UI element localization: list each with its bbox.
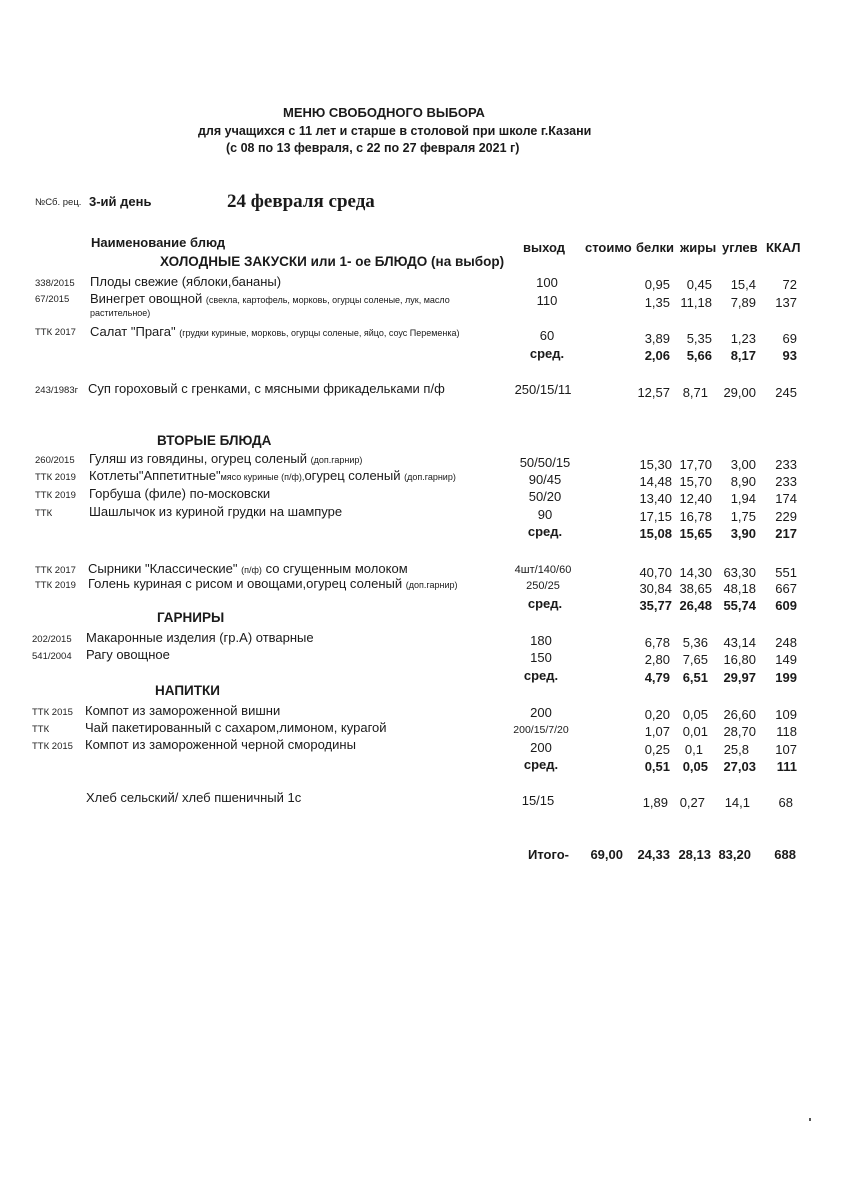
dish-output: 200/15/7/20 — [513, 724, 569, 736]
kcal-value: 551 — [775, 565, 797, 580]
protein-value: 12,57 — [637, 385, 670, 400]
col-name: Наименование блюд — [91, 235, 226, 250]
recipe-code: ТТК 2017 — [35, 327, 76, 338]
menu-title: МЕНЮ СВОБОДНОГО ВЫБОРА — [283, 105, 485, 120]
recipe-code: ТТК — [35, 508, 53, 519]
dish-output: 60 — [539, 328, 555, 343]
dish-name: Шашлычок из куриной грудки на шампуре — [89, 504, 343, 519]
avg-carbs: 27,03 — [723, 759, 756, 774]
kcal-value: 107 — [775, 742, 797, 757]
fat-value: 0,1 — [684, 742, 703, 757]
dish-output: 180 — [530, 633, 552, 648]
col-fat: жиры — [680, 240, 717, 255]
protein-value: 3,89 — [644, 331, 670, 346]
avg-fat: 15,65 — [679, 526, 712, 541]
fat-value: 12,40 — [679, 491, 712, 506]
kcal-value: 137 — [775, 295, 797, 310]
dish-name: Компот из замороженной черной смородины — [85, 737, 356, 752]
avg-fat: 5,66 — [686, 348, 712, 363]
total-cost: 69,00 — [590, 847, 623, 862]
dish-output: 50/50/15 — [519, 455, 571, 470]
dish-output: 200 — [530, 705, 552, 720]
avg-label: сред. — [523, 757, 559, 772]
recipe-code: 541/2004 — [32, 651, 72, 662]
section-drinks-title: НАПИТКИ — [155, 683, 220, 698]
fat-value: 0,45 — [686, 277, 712, 292]
avg-carbs: 55,74 — [723, 598, 756, 613]
fat-value: 5,35 — [686, 331, 712, 346]
kcal-value: 667 — [775, 581, 797, 596]
dish-name: Суп гороховый с гренками, с мясными фрикадельками п/ф — [88, 381, 445, 396]
protein-value: 1,35 — [644, 295, 670, 310]
carbs-value: 7,89 — [730, 295, 756, 310]
dish-name: Хлеб сельский/ хлеб пшеничный 1с — [86, 790, 302, 805]
carbs-value: 3,00 — [730, 457, 756, 472]
fat-value: 8,71 — [682, 385, 708, 400]
fat-value: 11,18 — [680, 295, 712, 310]
kcal-value: 69 — [782, 331, 797, 346]
col-kcal: ККАЛ — [766, 240, 801, 255]
kcal-value: 68 — [778, 795, 793, 810]
menu-subtitle: для учащихся с 11 лет и старше в столовой при школе г.Казани — [198, 124, 592, 138]
avg-protein: 35,77 — [639, 598, 672, 613]
total-kcal: 688 — [774, 847, 796, 862]
carbs-value: 43,14 — [723, 635, 756, 650]
kcal-value: 245 — [775, 385, 797, 400]
protein-value: 30,84 — [639, 581, 672, 596]
total-carbs: 83,20 — [718, 847, 751, 862]
carbs-value: 63,30 — [723, 565, 756, 580]
dish-name: Чай пакетированный с сахаром,лимоном, курагой — [85, 720, 387, 735]
protein-value: 17,15 — [639, 509, 672, 524]
carbs-value: 29,00 — [723, 385, 756, 400]
recipe-code: 67/2015 — [35, 294, 70, 305]
total-protein: 24,33 — [637, 847, 670, 862]
carbs-value: 1,23 — [730, 331, 756, 346]
kcal-value: 233 — [775, 474, 797, 489]
carbs-value: 14,1 — [724, 795, 750, 810]
fat-value: 0,05 — [682, 707, 708, 722]
avg-protein: 2,06 — [644, 348, 670, 363]
dish-name: Рагу овощное — [86, 647, 170, 662]
avg-kcal: 609 — [775, 598, 797, 613]
kcal-value: 118 — [776, 724, 797, 739]
kcal-value: 233 — [775, 457, 797, 472]
avg-fat: 0,05 — [682, 759, 708, 774]
kcal-value: 72 — [782, 277, 797, 292]
menu-date: 24 февраля среда — [227, 191, 375, 212]
dish-name: Винегрет овощной (свекла, картофель, морковь, огурцы соленые, лук, масло — [90, 291, 450, 306]
carbs-value: 26,60 — [723, 707, 756, 722]
avg-fat: 26,48 — [679, 598, 712, 613]
recipe-code: 243/1983г — [35, 385, 79, 396]
dish-output: 150 — [530, 650, 552, 665]
dish-name: Голень куриная с рисом и овощами,огурец соленый (доп.гарнир) — [88, 576, 458, 591]
section-second-title: ВТОРЫЕ БЛЮДА — [157, 433, 272, 448]
fat-value: 15,70 — [679, 474, 712, 489]
avg-carbs: 3,90 — [730, 526, 756, 541]
dish-output: 50/20 — [528, 489, 562, 504]
fat-value: 0,27 — [679, 795, 705, 810]
col-output: выход — [523, 240, 566, 255]
avg-carbs: 29,97 — [723, 670, 756, 685]
day-label: 3-ий день — [89, 194, 152, 209]
dish-output: 110 — [536, 293, 558, 308]
dish-name: Плоды свежие (яблоки,бананы) — [90, 274, 282, 289]
dish-output: 15/15 — [521, 793, 555, 808]
avg-protein: 15,08 — [639, 526, 672, 541]
protein-value: 0,95 — [644, 277, 670, 292]
col-cost: стоимо — [585, 240, 632, 255]
recipe-code: ТТК 2019 — [35, 580, 76, 591]
avg-protein: 4,79 — [644, 670, 670, 685]
dish-name: Салат "Прага" (грудки куриные, морковь, огурцы соленые, яйцо, соус Переменка) — [90, 324, 460, 339]
avg-kcal: 217 — [775, 526, 797, 541]
dish-name: Сырники "Классические" (п/ф) со сгущенным молоком — [88, 561, 408, 576]
fat-value: 14,30 — [679, 565, 712, 580]
section-cold-title: ХОЛОДНЫЕ ЗАКУСКИ или 1- ое БЛЮДО (на выбор) — [160, 254, 505, 269]
protein-value: 2,80 — [644, 652, 670, 667]
recipe-code: ТТК 2015 — [32, 707, 73, 718]
section-garnish-title: ГАРНИРЫ — [157, 610, 225, 625]
dish-output: 100 — [536, 275, 558, 290]
scan-dot — [809, 1118, 811, 1121]
carbs-value: 28,70 — [723, 724, 756, 739]
avg-kcal: 199 — [775, 670, 797, 685]
recipe-code: ТТК 2017 — [35, 565, 76, 576]
kcal-value: 248 — [775, 635, 797, 650]
kcal-value: 149 — [775, 652, 797, 667]
dish-note: растительное) — [90, 308, 151, 318]
protein-value: 15,30 — [639, 457, 672, 472]
protein-value: 1,89 — [642, 795, 668, 810]
carbs-value: 15,4 — [730, 277, 756, 292]
fat-value: 0,01 — [682, 724, 708, 739]
kcal-value: 229 — [775, 509, 797, 524]
recipe-code: 202/2015 — [32, 634, 72, 645]
carbs-value: 8,90 — [730, 474, 756, 489]
dish-name: Макаронные изделия (гр.А) отварные — [86, 630, 314, 645]
kcal-value: 109 — [775, 707, 797, 722]
recipe-code: ТТК — [32, 724, 50, 735]
total-fat: 28,13 — [678, 847, 711, 862]
dish-output: 90/45 — [528, 472, 562, 487]
kcal-value: 174 — [775, 491, 797, 506]
carbs-value: 48,18 — [723, 581, 756, 596]
col-protein: белки — [636, 240, 675, 255]
avg-kcal: 93 — [782, 348, 797, 363]
recipe-code: 338/2015 — [35, 278, 75, 289]
recipe-label: №Сб. рец. — [35, 197, 82, 208]
fat-value: 5,36 — [682, 635, 708, 650]
carbs-value: 25,8 — [723, 742, 749, 757]
carbs-value: 1,75 — [730, 509, 756, 524]
protein-value: 14,48 — [639, 474, 672, 489]
recipe-code: ТТК 2019 — [35, 490, 76, 501]
dish-output: 4шт/140/60 — [514, 564, 572, 576]
total-label: Итого- — [528, 847, 569, 862]
fat-value: 16,78 — [679, 509, 712, 524]
protein-value: 6,78 — [644, 635, 670, 650]
dish-name: Гуляш из говядины, огурец соленый (доп.гарнир) — [89, 451, 363, 466]
avg-label: сред. — [529, 346, 565, 361]
avg-kcal: 111 — [776, 759, 797, 774]
dish-output: 250/15/11 — [514, 382, 572, 397]
avg-carbs: 8,17 — [730, 348, 756, 363]
avg-label: сред. — [527, 524, 563, 539]
fat-value: 17,70 — [679, 457, 712, 472]
col-carbs: углев — [722, 240, 758, 255]
protein-value: 0,20 — [644, 707, 670, 722]
protein-value: 0,25 — [644, 742, 670, 757]
fat-value: 7,65 — [682, 652, 708, 667]
dish-output: 200 — [530, 740, 552, 755]
dish-output: 90 — [537, 507, 553, 522]
recipe-code: ТТК 2015 — [32, 741, 73, 752]
menu-period: (с 08 по 13 февраля, с 22 по 27 февраля 2021 г) — [226, 141, 520, 155]
avg-fat: 6,51 — [682, 670, 708, 685]
protein-value: 13,40 — [639, 491, 672, 506]
dish-name: Котлеты"Аппетитные"мясо куриные (п/ф),огурец соленый (доп.гарнир) — [89, 468, 456, 483]
carbs-value: 1,94 — [730, 491, 756, 506]
dish-name: Горбуша (филе) по-московски — [89, 486, 271, 501]
avg-protein: 0,51 — [644, 759, 670, 774]
protein-value: 1,07 — [644, 724, 670, 739]
avg-label: сред. — [527, 596, 563, 611]
recipe-code: 260/2015 — [35, 455, 75, 466]
recipe-code: ТТК 2019 — [35, 472, 76, 483]
fat-value: 38,65 — [679, 581, 712, 596]
avg-label: сред. — [523, 668, 559, 683]
protein-value: 40,70 — [639, 565, 672, 580]
dish-name: Компот из замороженной вишни — [85, 703, 281, 718]
dish-output: 250/25 — [526, 580, 560, 592]
carbs-value: 16,80 — [723, 652, 756, 667]
